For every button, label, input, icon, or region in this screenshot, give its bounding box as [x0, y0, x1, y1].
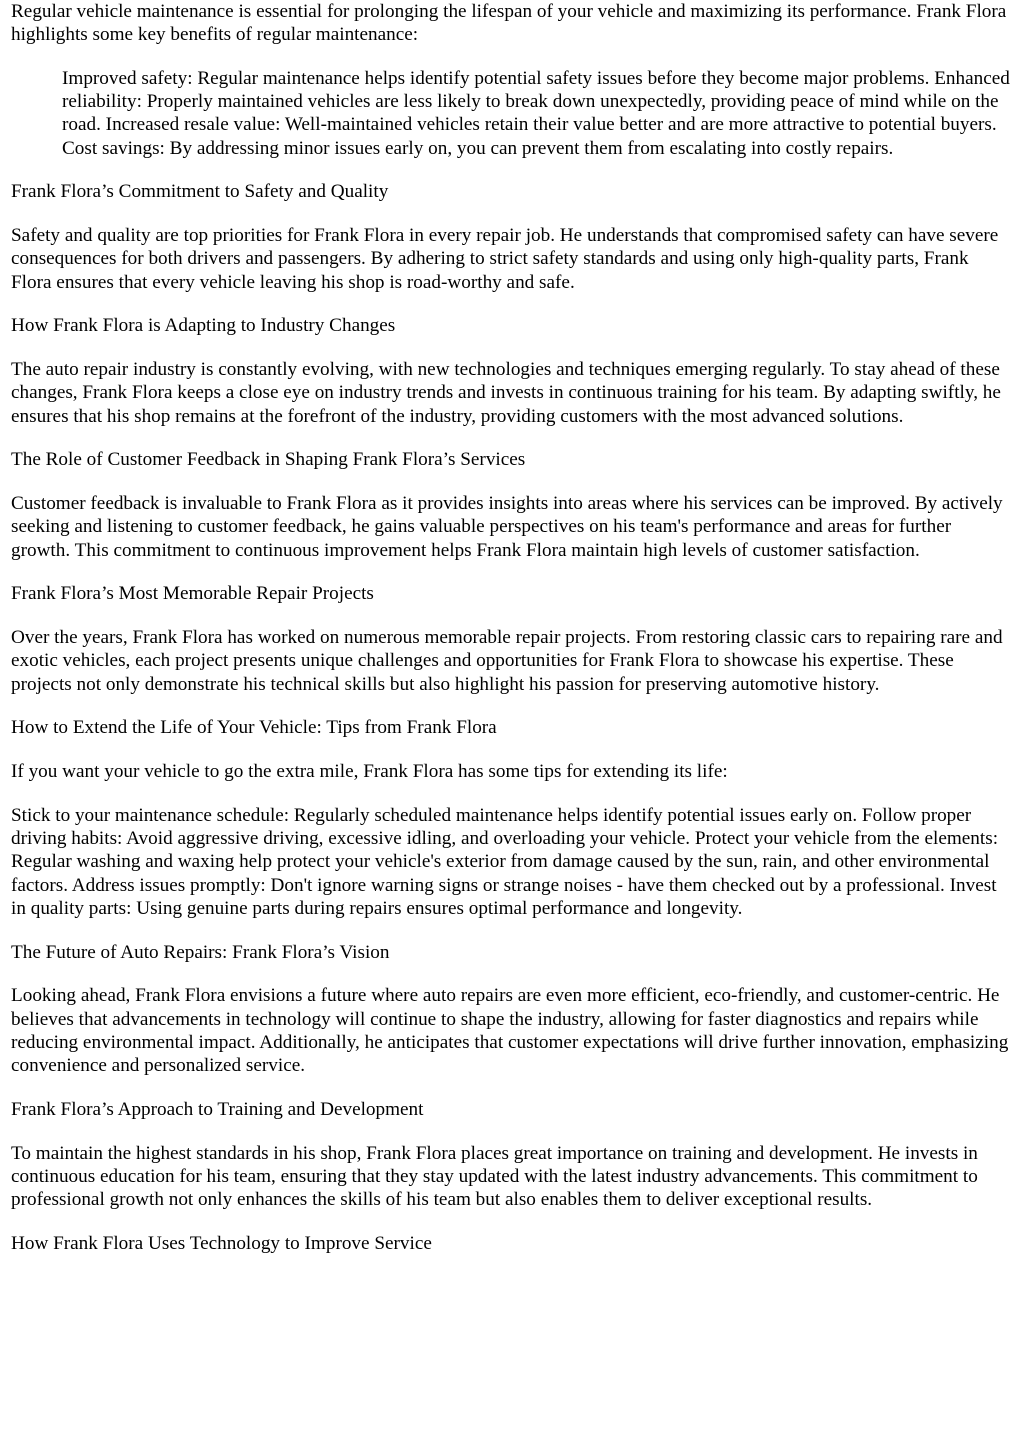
section-heading-memorable-projects: Frank Flora’s Most Memorable Repair Projects — [11, 583, 374, 605]
section-body-training-development: To maintain the highest standards in his shop, Frank Flora places great importance on training and development. He invests in continuous education for his team, ensuring that they stay updated with the latest industry advancements. This commitment to professional growth not only enhances the skills of his team but also enables them to deliver exceptional results. — [11, 1142, 978, 1211]
section-body-memorable-projects: Over the years, Frank Flora has worked on numerous memorable repair projects. From restoring classic cars to repairing rare and exotic vehicles, each project presents unique challenges and opportunities for Frank Flora to showcase his expertise. These projects not only demonstrate his technical skills but also highlight his passion for preserving automotive history. — [11, 627, 1003, 695]
article — [11, 0, 1012, 1255]
benefits-blockquote: Improved safety: Regular maintenance helps identify potential safety issues before they become major problems. Enhanced reliability: Properly maintained vehicles are less likely to break down unexpectedly, providing peace of mind while on the road. Increased resale value: Well-maintained vehicles retain their value better and are more attractive to potential buyers. Cost savings: By addressing minor issues early on, you can prevent them from escalating into costly repairs. — [62, 68, 1010, 159]
section-heading-industry-changes: How Frank Flora is Adapting to Industry Changes — [11, 315, 396, 337]
section-heading-future-vision: The Future of Auto Repairs: Frank Flora’s Vision — [11, 941, 390, 963]
section-heading-safety-quality: Frank Flora’s Commitment to Safety and Quality — [11, 181, 389, 203]
section-heading-training-development: Frank Flora’s Approach to Training and Development — [11, 1098, 424, 1120]
section-heading-customer-feedback: The Role of Customer Feedback in Shaping Frank Flora’s Services — [11, 449, 526, 471]
section-body-extend-vehicle-life: If you want your vehicle to go the extra mile, Frank Flora has some tips for extending its life: — [11, 761, 728, 783]
section-body-industry-changes: The auto repair industry is constantly evolving, with new technologies and techniques emerging regularly. To stay ahead of these changes, Frank Flora keeps a close eye on industry trends and invests in continuous training for his team. By adapting swiftly, he ensures that his shop remains at the forefront of the industry, providing customers with the most advanced solutions. — [11, 359, 1001, 427]
section-body-customer-feedback: Customer feedback is invaluable to Frank Flora as it provides insights into areas where his services can be improved. By actively seeking and listening to customer feedback, he gains valuable perspectives on his team's performance and areas for further growth. This commitment to continuous improvement helps Frank Flora maintain high levels of customer satisfaction. — [11, 493, 1003, 561]
section-tips-extend-vehicle-life: Stick to your maintenance schedule: Regularly scheduled maintenance helps identify potential issues early on. Follow proper driving habits: Avoid aggressive driving, excessive idling, and overloading your vehicle. Protect your vehicle from the elements: Regular washing and waxing help protect your vehicle's exterior from damage caused by the sun, rain, and other environmental factors. Address issues promptly: Don't ignore warning signs or strange noises - have them checked out by a professional. Invest in quality parts: Using genuine parts during repairs ensures optimal performance and longevity. — [11, 805, 999, 919]
intro-paragraph: Regular vehicle maintenance is essential for prolonging the lifespan of your vehicle and maximizing its performance. Frank Flora highlights some key benefits of regular maintenance: — [11, 1, 1007, 46]
section-body-future-vision: Looking ahead, Frank Flora envisions a future where auto repairs are even more efficient, eco-friendly, and customer-centric. He believes that advancements in technology will continue to shape the industry, allowing for faster diagnostics and repairs while reducing environmental impact. Additionally, he anticipates that customer expectations will drive further innovation, emphasizing convenience and personalized service. — [11, 985, 1009, 1077]
section-heading-extend-vehicle-life: How to Extend the Life of Your Vehicle: Tips from Frank Flora — [11, 717, 497, 739]
section-body-safety-quality: Safety and quality are top priorities for Frank Flora in every repair job. He understands that compromised safety can have severe consequences for both drivers and passengers. By adhering to strict safety standards and using only high-quality parts, Frank Flora ensures that every vehicle leaving his shop is road-worthy and safe. — [11, 225, 999, 293]
section-heading-technology-service: How Frank Flora Uses Technology to Improve Service — [11, 1232, 432, 1254]
